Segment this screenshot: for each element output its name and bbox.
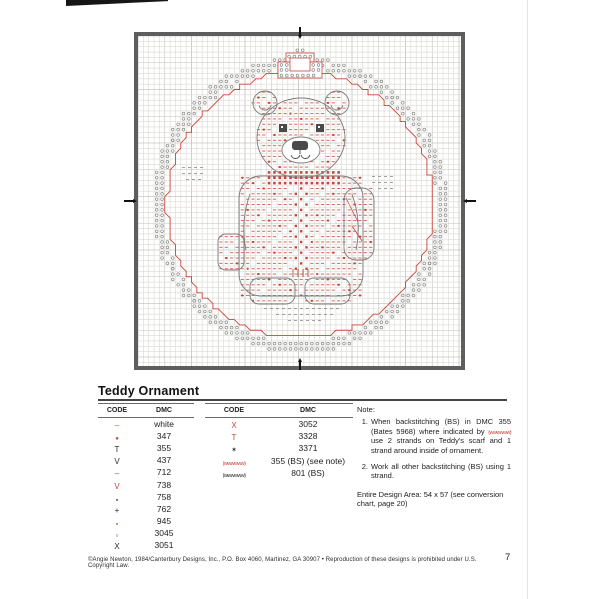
code-symbol: ○ — [115, 532, 119, 539]
backstitch-squiggle-symbol: (wwwwww) — [222, 461, 246, 468]
code-symbol: X — [114, 541, 120, 551]
code-symbol: – — [114, 469, 120, 479]
code-symbol: X — [231, 421, 237, 431]
backstitch-squiggle-symbol: (wwwwww) — [222, 473, 246, 480]
note-label: Note: — [357, 405, 375, 414]
dmc-value: 945 — [156, 515, 172, 526]
scan-artifact — [66, 0, 168, 6]
design-area-note: Entire Design Area: 54 x 57 (see conversion chart, page 20) — [357, 489, 504, 508]
dmc-value: 712 — [156, 467, 172, 478]
code-header: CODE — [106, 407, 128, 414]
centering-arrow-left-icon — [124, 199, 137, 203]
page-title: Teddy Ornament — [98, 384, 200, 398]
dmc-value: 3371 — [298, 443, 318, 454]
dmc-value: 3051 — [154, 539, 174, 550]
code-symbol: + — [114, 505, 120, 515]
note-block — [357, 405, 511, 508]
dmc-header: DMC — [300, 407, 316, 414]
centering-arrow-right-icon — [463, 199, 476, 203]
dmc-value: 758 — [156, 491, 172, 502]
legend-row — [205, 467, 353, 479]
dmc-header: DMC — [156, 407, 172, 414]
teddy-ornament-chart — [138, 36, 461, 366]
dmc-value: 3052 — [298, 419, 318, 430]
dmc-value: 355 (BS) (see note) — [270, 456, 346, 467]
note-text-pre: When backstitching (BS) in DMC 355 (Bates 5968) where indicated by — [371, 417, 511, 436]
dmc-value: 347 — [156, 431, 172, 442]
page-number: 7 — [505, 552, 511, 563]
code-header: CODE — [223, 407, 245, 414]
copyright-line: ©Angie Newton, 1984/Canterbury Designs, Inc., P.O. Box 4060, Martinez, GA 30907 • Reproduction of these designs is prohibited under U.S. Copyright Law. — [88, 557, 477, 569]
code-symbol: ✶ — [231, 447, 237, 455]
dmc-value: 3045 — [154, 527, 174, 538]
legend-table-right — [205, 403, 353, 479]
note-item-number: 2. — [361, 462, 368, 471]
code-symbol: T — [231, 433, 237, 443]
note-item-text: Work all other backstitching (BS) using 1 strand. — [371, 462, 511, 481]
code-symbol: ● — [115, 496, 119, 502]
code-symbol: – — [114, 421, 120, 431]
code-symbol: T — [114, 445, 120, 455]
title-rule — [98, 399, 507, 401]
dmc-value: 355 — [156, 443, 172, 454]
code-symbol: ● — [115, 436, 119, 443]
code-symbol: V — [114, 457, 120, 467]
page-edge-line — [527, 0, 528, 599]
dmc-value: 762 — [156, 503, 172, 514]
centering-arrow-top-icon — [298, 27, 302, 39]
note-item-2 — [357, 462, 511, 481]
dmc-value: white — [154, 419, 174, 430]
note-item-1 — [357, 417, 511, 455]
legend-row — [98, 539, 194, 551]
dmc-value: 437 — [156, 455, 172, 466]
pattern-chart-frame — [134, 32, 465, 370]
dmc-value: 3328 — [298, 431, 318, 442]
note-item-number: 1. — [361, 417, 368, 427]
code-symbol: ● — [115, 520, 119, 526]
code-symbol: V — [114, 481, 120, 491]
dmc-value: 801 (BS) — [291, 468, 325, 479]
note-item-text — [371, 417, 511, 455]
note-text-post: use 2 strands on Teddy's scarf and 1 strand around inside of ornament. — [371, 436, 511, 455]
backstitch-squiggle-inline: (wwwwww) — [488, 429, 511, 436]
dmc-value: 738 — [156, 479, 172, 490]
legend-table-left — [98, 403, 194, 551]
centering-arrow-bottom-icon — [298, 358, 302, 370]
